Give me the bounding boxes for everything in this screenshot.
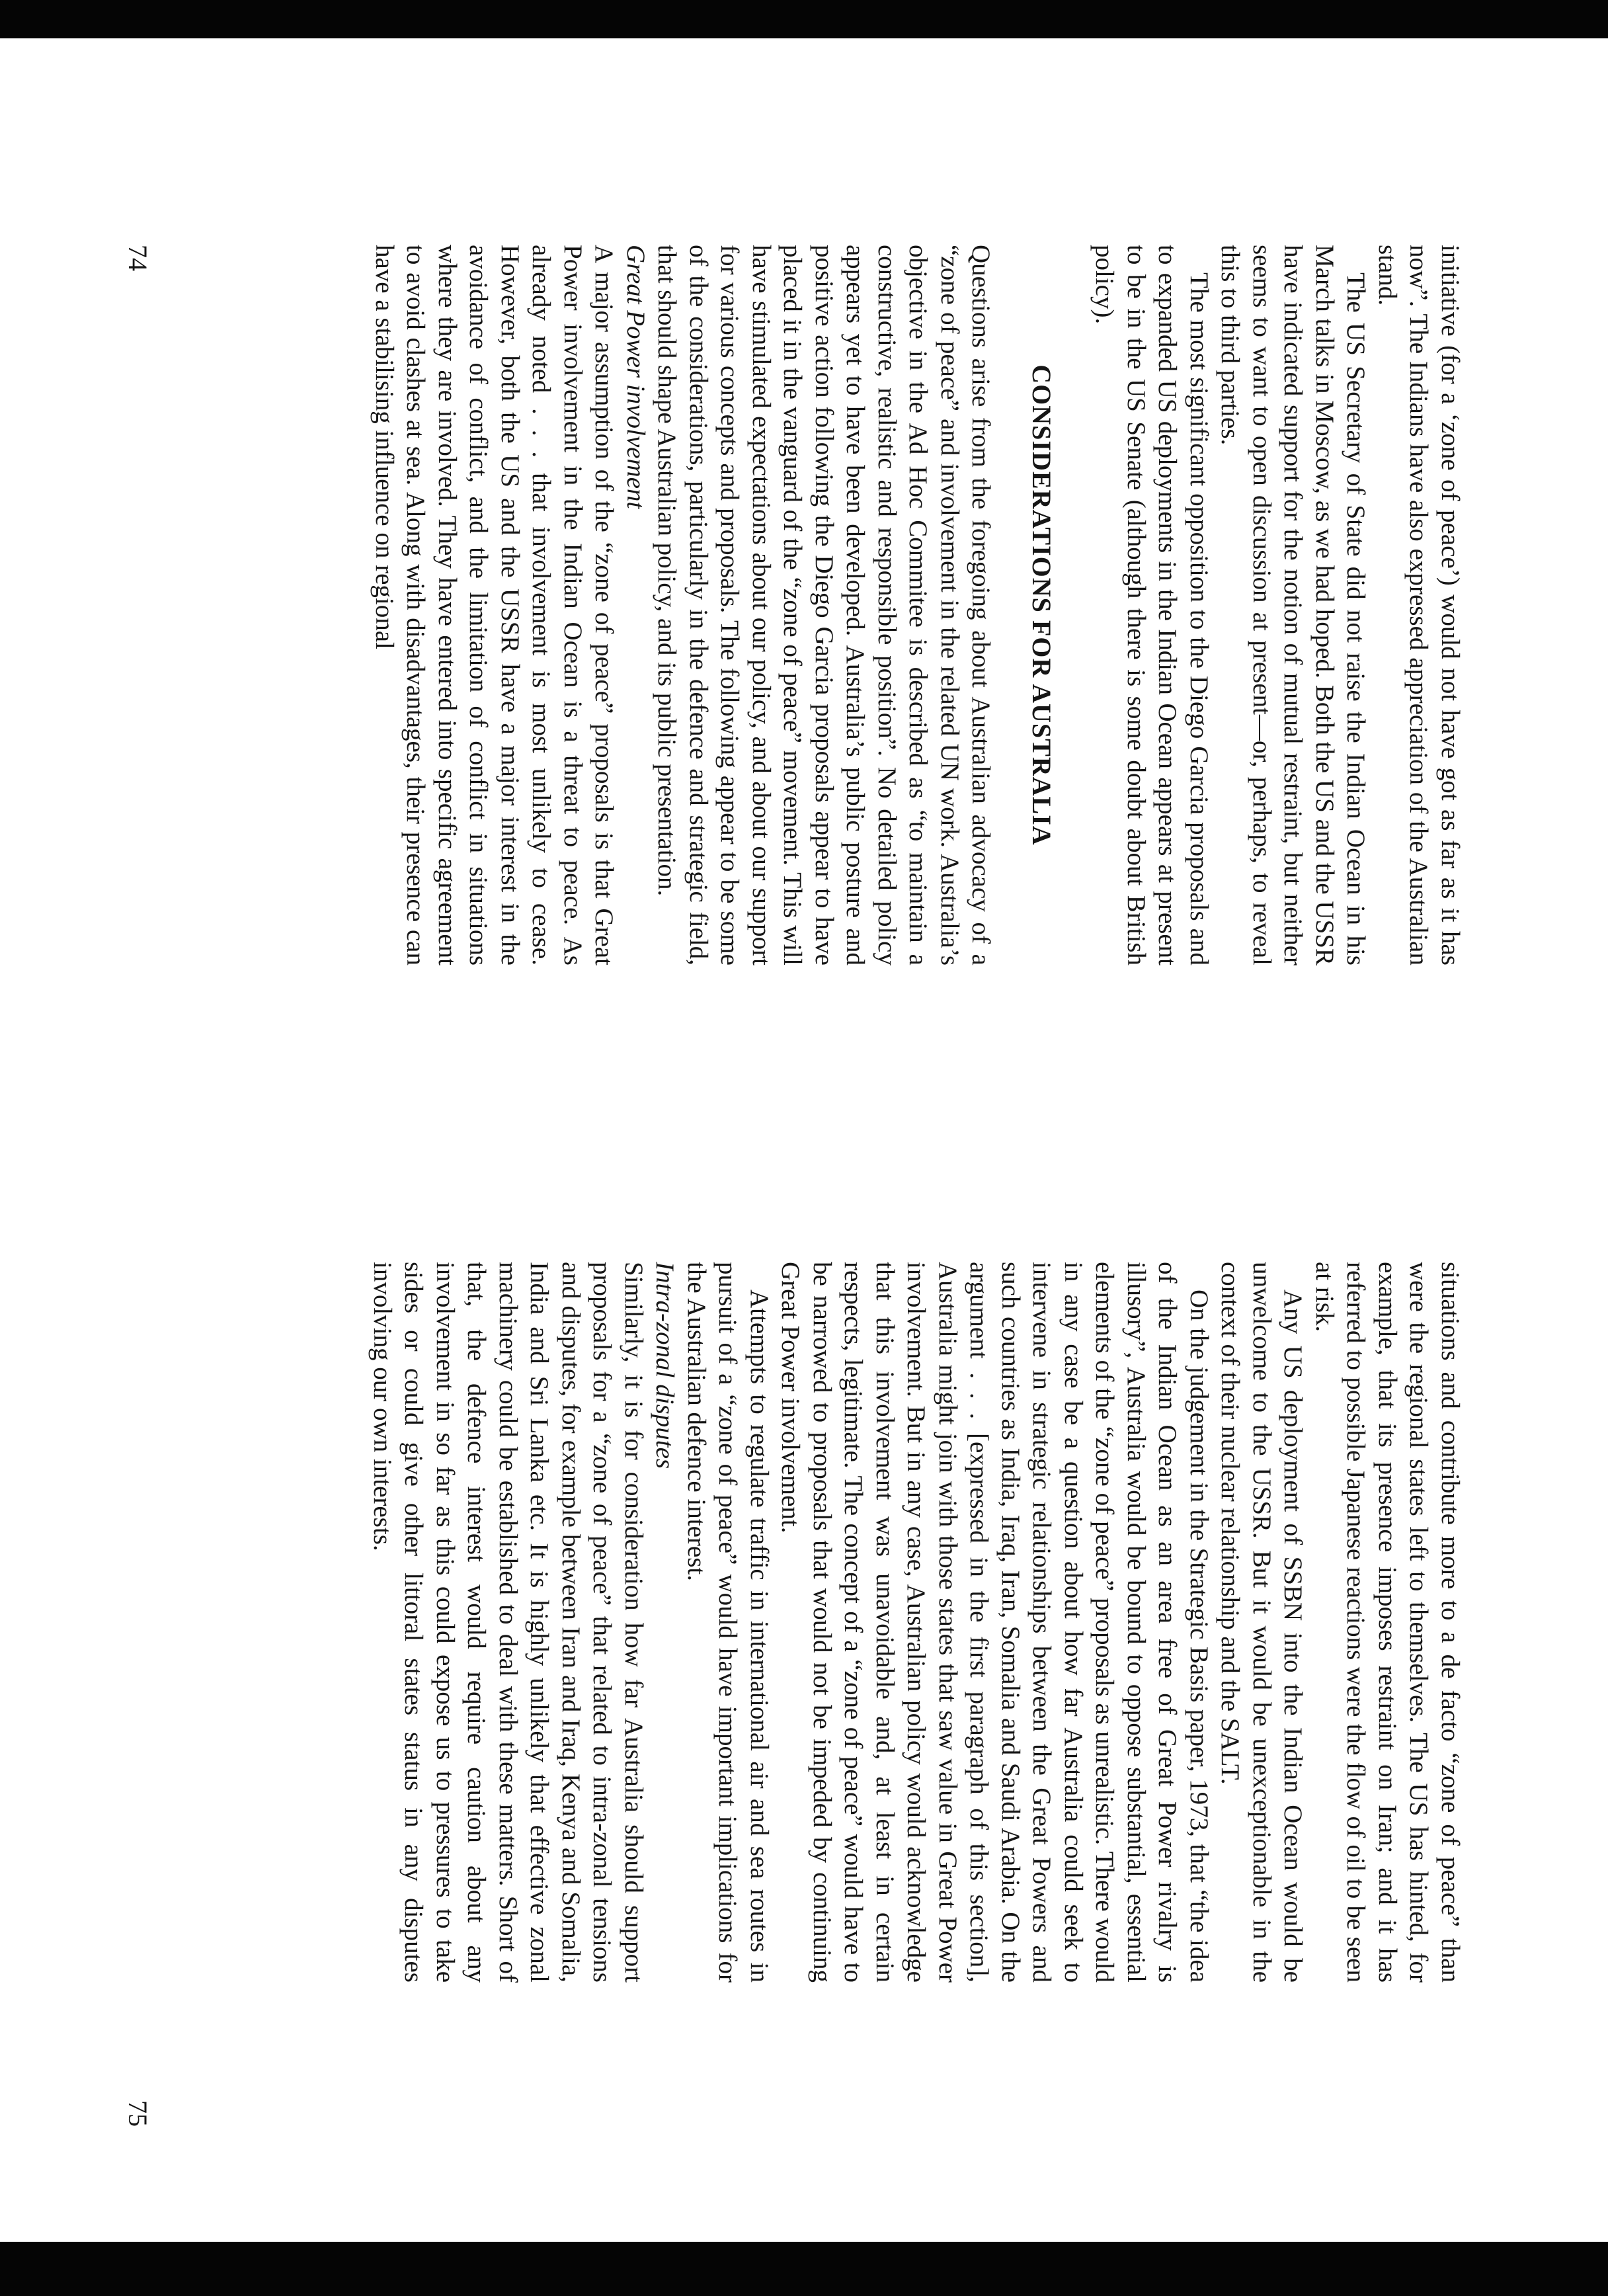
- paragraph-ssbn: Any US deployment of SSBN into the Indian Ocean would be unwelcome to the USSR. But it would be unexceptionable in the context of their nuclear relationship and the SALT.: [1216, 1262, 1308, 1983]
- paragraph-us-secretary: The US Secretary of State did not raise the Indian Ocean in his March talks in Moscow, as we had hoped. Both the US and the USSR have indicated support for the notion of mutual restraint, but neither seems to want to open discussion at present—or, perhaps, to reveal this to third parties.: [1216, 245, 1371, 965]
- paragraph-continuation: initiative (for a ‘zone of peace’) would not have got as far as it has now”. The Indians have also expressed appreciation of the Australian stand.: [1373, 245, 1465, 965]
- paragraph-considerations: Questions arise from the foregoing about Australian advocacy of a “zone of peace” and involvement in the related UN work. Australia’s objective in the Ad Hoc Commitee is described as “to maintain a constructive, realistic and responsible position”. No detailed policy appears yet to have been developed. Australia’s public posture and positive action following the Diego Garcia proposals appear to have placed it in the vanguard of the “zone of peace” movement. This will have stimulated expectations about our policy, and about our support for various concepts and proposals. The following appear to be some of the considerations, particularly in the defence and strategic field, that should shape Australian policy, and its public presentation.: [653, 245, 996, 965]
- paragraph-diego-garcia-opposition: The most significant opposition to the Diego Garcia proposals and to expanded US deployments in the Indian Ocean appears at present to be in the US Senate (although there is some doubt about British policy).: [1090, 245, 1213, 965]
- paragraph-de-facto-zone: situations and contribute more to a de facto “zone of peace” than were the regional states left to themselves. The US has hinted, for example, that its presence imposes restraint on Iran; and it has referred to possible Japanese reactions were the flow of oil to be seen at risk.: [1310, 1262, 1465, 1983]
- scan-border-bottom: [0, 2242, 1608, 2296]
- page-number: 74: [123, 245, 153, 271]
- paragraph-traffic-regulation: Attempts to regulate traffic in international air and sea routes in pursuit of a “zone of peace” would have important implications for the Australian defence interest.: [682, 1262, 774, 1983]
- page-75: [0, 1148, 1608, 2296]
- paragraph-great-power: A major assumption of the “zone of peace” proposals is that Great Power involvement in the Indian Ocean is a threat to peace. As already noted . . . that involvement is most unlikely to cease. However, both the US and the USSR have a major interest in the avoidance of conflict, and the limitation of conflict in situations where they are involved. They have entered into specific agreement to avoid clashes at sea. Along with disadvantages, their presence can have a stabilising influence on regional: [370, 245, 619, 965]
- paragraph-strategic-basis: On the judgement in the Strategic Basis paper, 1973, that “the idea of the Indian Ocean as an area free of Great Power rivalry is illusory”, Australia would be bound to oppose substantial, essential elements of the “zone of peace” proposals as unrealistic. There would in any case be a question about how far Australia could seek to intervene in strategic relationships between the Great Powers and such countries as India, Iraq, Iran, Somalia and Saudi Arabia. On the argument . . . [expressed in the first paragraph of this section], Australia might join with those states that saw value in Great Power involvement. But in any case, Australian policy would acknowledge that this involvement was unavoidable and, at least in certain respects, legitimate. The concept of a “zone of peace” would have to be narrowed to proposals that would not be impeded by continuing Great Power involvement.: [776, 1262, 1213, 1983]
- page-number: 75: [123, 2100, 153, 2127]
- subheading-great-power: Great Power involvement: [622, 245, 650, 509]
- section-heading: CONSIDERATIONS FOR AUSTRALIA: [1027, 364, 1057, 846]
- right-text-column: [210, 1262, 1466, 1983]
- left-text-column: [210, 245, 1466, 965]
- paragraph-intra-zonal: Similarly, it is for consideration how far Australia should support proposals for a “zone of peace” that related to intra-zonal tensions and disputes, for example between Iran and Iraq, Kenya and Somalia, India and Sri Lanka etc. It is highly unlikely that effective zonal machinery could be established to deal with these matters. Short of that, the defence interest would require caution about any involvement in so far as this could expose us to pressures to take sides or could give other littoral states status in any disputes involving our own interests.: [368, 1262, 648, 1983]
- subheading-intra-zonal: Intra-zonal disputes: [651, 1262, 680, 1469]
